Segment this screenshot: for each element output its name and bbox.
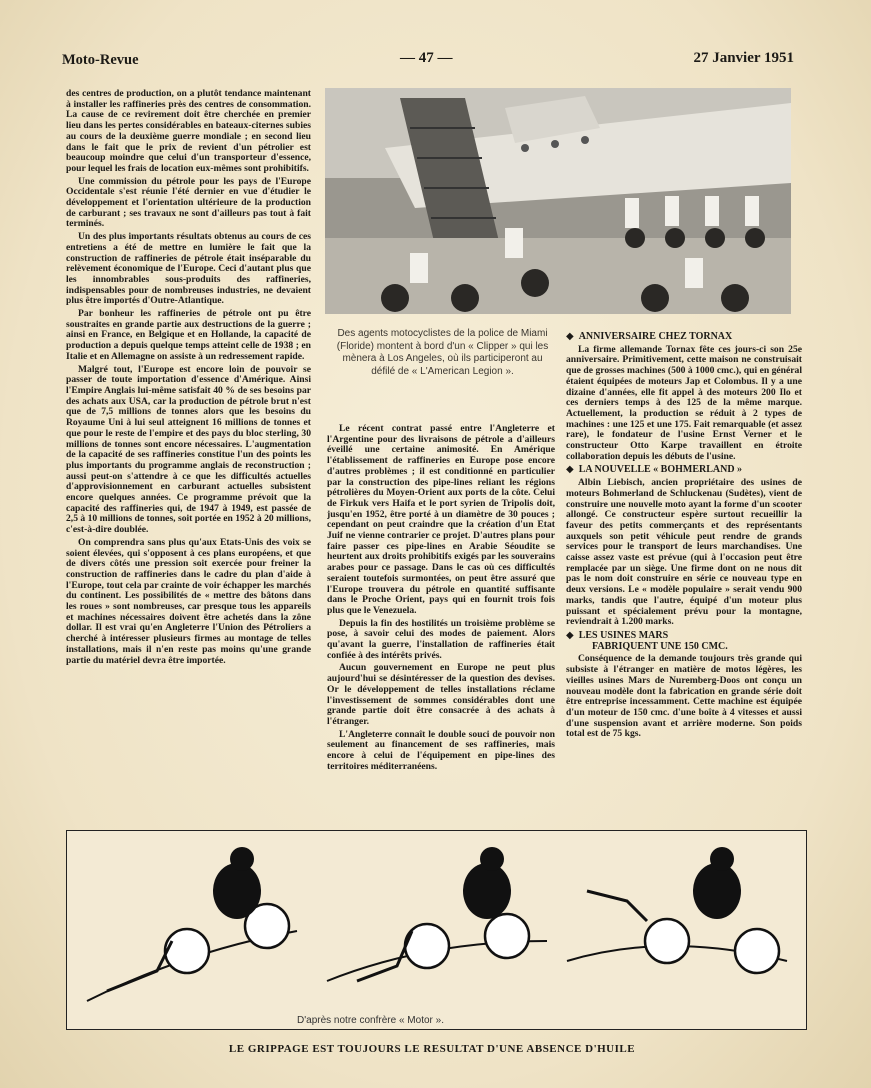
paragraph: Un des plus importants résultats obtenus au cours de ces entretiens a été de mettre en lumière le fait que la construction de raffineries de pétrole était inséparable du relèvement économique de l'Europe. Ceci d'autant plus que les innombrables sous-produits des raffineries, indispensables pour de nombreuses industries, ne devaient plus être importés d'Outre-Atlantique. <box>66 231 311 307</box>
paragraph: Par bonheur les raffineries de pétrole ont pu être soustraites en grande partie aux destructions de la guerre ; ainsi en France, en Belgique et en Hollande, la capacité de production a depuis quelque temps atteint celle de 1938 ; en Italie et en Allemagne on assiste à un redressement rapide. <box>66 308 311 362</box>
page-number: — 47 — <box>400 50 453 66</box>
news-photo <box>325 88 791 314</box>
section-heading <box>566 631 802 652</box>
cartoon-drawing <box>67 831 805 1028</box>
cartoon-credit: D'après notre confrère « Motor ». <box>297 1015 444 1026</box>
paragraph: L'Angleterre connaît le double souci de pouvoir non seulement au financement de ses raffineries, mais encore à celui de l'équipement en pipe-lines des territoires méditerranéens. <box>327 728 555 772</box>
section-heading <box>566 465 802 476</box>
page-footer-slogan: LE GRIPPAGE EST TOUJOURS LE RESULTAT D'UNE ABSENCE D'HUILE <box>228 1043 636 1055</box>
heading-text: LES USINES MARS <box>578 629 669 641</box>
heading-text: FABRIQUENT UNE 150 CMC. <box>592 640 728 652</box>
cartoon-panel <box>66 830 807 1030</box>
article-column-2 <box>327 424 555 818</box>
paragraph: des centres de production, on a plutôt tendance maintenant à installer les raffineries près des centres de consommation. La cause de ce revirement doit être cherchée en premier lieu dans les pertes considérables en bateaux-citernes subies au cours de la deuxième guerre mondiale ; en second lieu dans le fait que le prix de revient d'un pétrolier est beaucoup moindre que celui d'un transporteur d'essence, pour lequel les frais de location eux-mêmes sont prohibitifs. <box>66 89 311 174</box>
paragraph: Aucun gouvernement en Europe ne peut plus aujourd'hui se désintéresser de la question des devises. Or le développement de telles installations réclame l'investissement de sommes considérables dont une grande partie doit être consacrée à des achats à l'étranger. <box>327 662 555 727</box>
publication-name: Moto-Revue <box>62 52 139 68</box>
news-briefs-column <box>566 329 802 817</box>
heading-text: LA NOUVELLE « BOHMERLAND » <box>578 464 743 476</box>
issue-date: 27 Janvier 1951 <box>693 50 794 66</box>
diamond-bullet-icon: ◆ <box>566 464 574 476</box>
paragraph: Malgré tout, l'Europe est encore loin de pouvoir se passer de toute importation d'essence d'Amérique. Ainsi l'Empire Anglais lui-même satisfait 40 % de ses besoins par des achats aux USA, car la production de pétrole brut n'est que de 7,5 millions de tonnes alors que les besoins du Royaume Uni à lui seul atteignent 16 millions de tonnes et que pour le reste de l'empire et des pays du bloc sterling, 30 millions de tonnes sont encore nécessaires. L'augmentation de la capacité de ses raffineries constitue l'un des points les plus importants du programme anglais de reconstruction ; aussi peut-on s'attendre à ce que les difficultés actuelles d'approvisionnement en carburant actuelles subsistent encore quelques années. Ce programme prévoit que la capacité des raffineries qui, de 1947 à 1949, est passée de 2,5 à 10 millions de tonnes, soit portée en 1952 à 20 millions, c'est-à-dire doublée. <box>66 363 311 536</box>
paragraph: Une commission du pétrole pour les pays de l'Europe Occidentale s'est réunie l'été dernier en vue d'étudier le développement et l'orientation ultérieure de la production de carburant ; ses travaux ne sont d'ailleurs pas tout à fait terminés. <box>66 175 311 230</box>
diamond-bullet-icon: ◆ <box>566 331 574 342</box>
paragraph: Depuis la fin des hostilités un troisième problème se pose, à savoir celui des modes de paiement. Alors qu'avant la guerre, l'installation de raffineries était confiée à des intérêts privés. <box>327 617 555 661</box>
photo-caption: Des agents motocyclistes de la police de Miami (Floride) montent à bord d'un « Clipper » qui les mènera à Los Angeles, où ils participeront au défilé de « L'American Legion ». <box>336 328 549 377</box>
airplane-police-photo <box>325 88 791 314</box>
paragraph: On comprendra sans plus qu'aux Etats-Unis des voix se soient élevées, qui s'opposent à ces plans européens, et que de divers côtés une pression soit exercée pour freiner la construction de raffineries dans le cadre du plan d'aide à l'Europe, tout cela par crainte de voir échapper les marchés du continent. Les possibilités de « mettre des bâtons dans les roues » sont nombreuses, car presque tous les appareils et machines nécessaires doivent être achetés dans la zône dollar. Il est vrai qu'en Angleterre l'Union des Pétroliers a cherché à intéresser plusieurs firmes au montage de telles installations, mais il n'en reste pas moins qu'une grande partie du matériel devra être importée. <box>66 536 311 666</box>
paragraph: La firme allemande Tornax fête ces jours-ci son 25e anniversaire. Primitivement, cette maison ne construisait que de grosses machines (500 à 1000 cmc.), qui en général étaient équipées de moteurs Jap et Colombus. Il y a une dizaine d'années, elle fit appel à des moteurs 200 Ilo et ces derniers temps à des 125 de la même marque. Actuellement, la production se réduit à 2 types de machines : une 125 et une 175. Fait remarquable (et assez rare), le fondateur de l'usine Ernst Verner et le constructeur Otto Karpe travaillent en étroite collaboration depuis les débuts de l'usine. <box>566 343 802 462</box>
paragraph: Albin Liebisch, ancien propriétaire des usines de moteurs Bohmerland de Schluckenau (Sudètes), vient de construire une nouvelle moto ayant la forme d'un scooter allongé. Ce constructeur espère surtout recueillir la faveur des petits commerçants et des représentants auxquels son petit véhicule peut rendre de grands services pour le transport de leurs marchandises. Une caisse assez vaste est prévue (qui à l'occasion peut être remplacée par un siège. Une firme dont on ne nous dit pas le nom doit construire en série ce nouveau type en deux versions. Le « modèle populaire » serait vendu 900 marks, tandis que l'autre, équipé d'un moteur plus puissant et spécialement prévu pour la montagne, reviendrait à 1.200 marks. <box>566 477 802 628</box>
article-column-1 <box>66 89 311 819</box>
paragraph: Conséquence de la demande toujours très grande qui subsiste à l'étranger en matière de motos légères, les vieilles usines Mars de Nuremberg-Doos ont conçu un nouveau modèle dont la fabrication en grande série doit être entreprise incessamment. Cette machine est équipée d'un moteur de 150 cmc. d'une boîte à 4 vitesses et aussi d'une suspension avant et arrière moderne. Son poids total est de 75 kgs. <box>566 653 802 740</box>
section-heading <box>566 332 802 343</box>
page-header <box>62 50 802 74</box>
diamond-bullet-icon: ◆ <box>566 629 574 641</box>
paragraph: Le récent contrat passé entre l'Angleterre et l'Argentine pour des livraisons de pétrole a d'ailleurs éveillé une certaine animosité. En Amérique l'établissement de raffineries en Europe pose encore d'autres problèmes ; il est conditionné en particulier par la construction des pipe-lines reliant les régions pétrolières du Moyen-Orient aux ports de la côte. Celui de Firkuk vers Haifa et le port syrien de Tripolis doit, jusqu'en 1952, être porté à un diamètre de 30 pouces ; cependant on peut craindre que la création d'un Etat Juif ne vienne contrarier ce projet. D'autres plans pour faire passer ces pipe-lines en Arabie Séoudite se heurtent aux droits prohibitifs exigés par les souverains arabes pour ce passage. Dans le cas où ces difficultés seraient toutefois surmontées, on peut être assuré que l'Europe trouvera du pétrole en quantité suffisante dans le Proche Orient, pays qui en fournit trois fois plus que le Venezuela. <box>327 424 555 616</box>
heading-text: ANNIVERSAIRE CHEZ TORNAX <box>578 331 733 342</box>
